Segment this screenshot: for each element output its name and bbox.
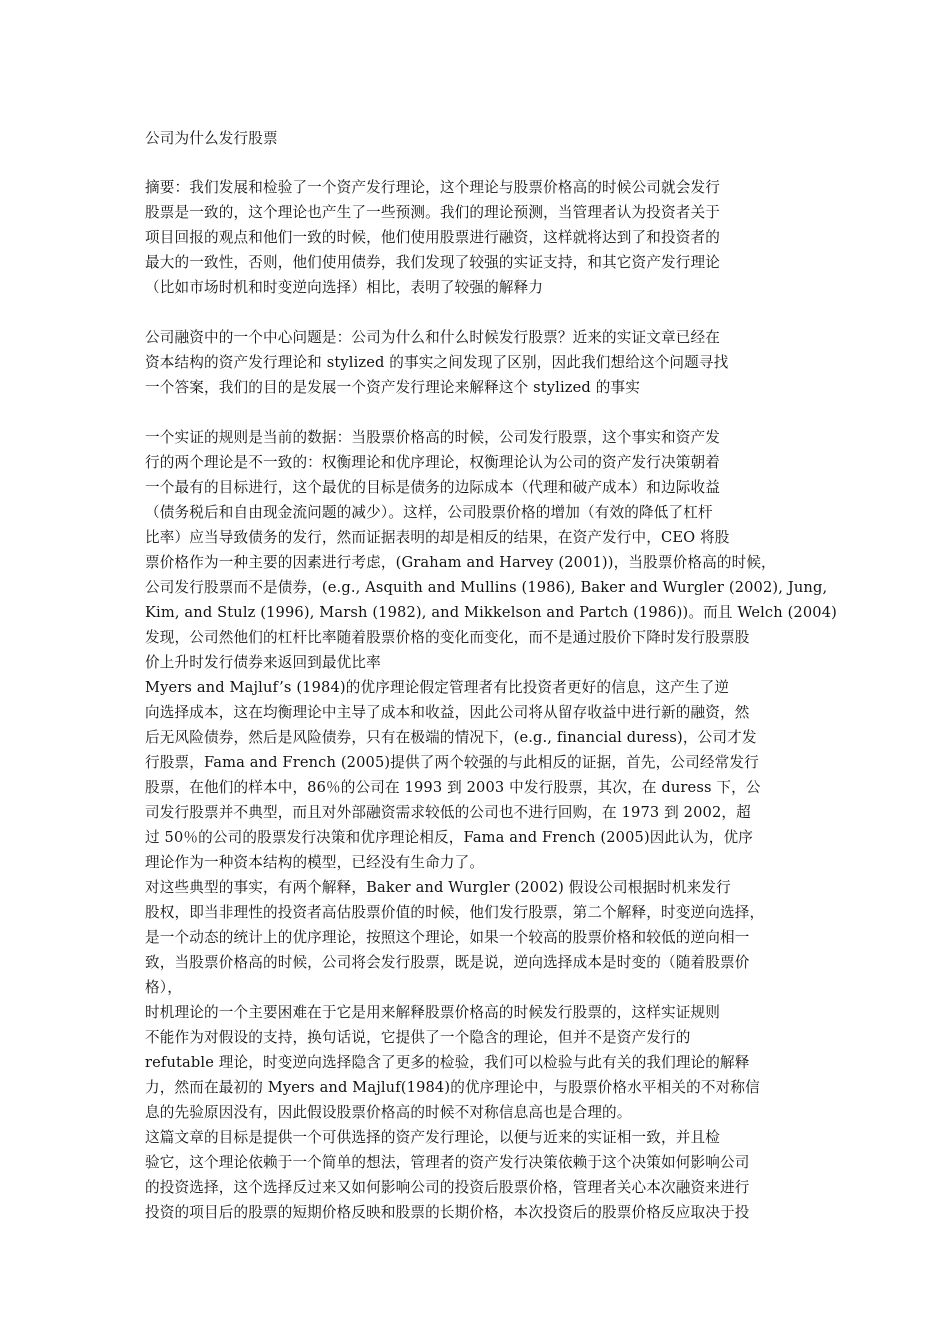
text-line: 股权，即当非理性的投资者高估股票价值的时候，他们发行股票，第二个解释，时变逆向选择，	[145, 904, 765, 921]
text-line: 一个答案，我们的目的是发展一个资产发行理论来解释这个 stylized 的事实	[145, 379, 640, 396]
text-line: 致，当股票价格高的时候，公司将会发行股票，既是说，逆向选择成本是时变的（随着股票价	[145, 954, 750, 971]
text-line: 理论作为一种资本结构的模型，已经没有生命力了。	[145, 854, 485, 871]
text-line: 投资的项目后的股票的短期价格反映和股票的长期价格，本次投资后的股票价格反应取决于投	[145, 1204, 750, 1221]
text-line: 公司融资中的一个中心问题是：公司为什么和什么时候发行股票？近来的实证文章已经在	[145, 329, 721, 346]
text-line: Kim, and Stulz (1996), Marsh (1982), and Mikkelson and Partch (1986))。而且 Welch (2004)	[145, 604, 838, 621]
text-line: 力，然而在最初的 Myers and Majluf(1984)的优序理论中，与股票价格水平相关的不对称信	[145, 1079, 760, 1096]
text-line: 票价格作为一种主要的因素进行考虑，(Graham and Harvey (2001))，当股票价格高的时候，	[145, 554, 776, 571]
text-line: 这篇文章的目标是提供一个可供选择的资产发行理论，以便与近来的实证相一致，并且检	[145, 1129, 721, 1146]
text-line: 是一个动态的统计上的优序理论，按照这个理论，如果一个较高的股票价格和较低的逆向相一	[145, 929, 750, 946]
text-line: 比率）应当导致债务的发行，然而证据表明的却是相反的结果，在资产发行中，CEO 将股	[145, 529, 730, 546]
text-line: 验它，这个理论依赖于一个简单的想法，管理者的资产发行决策依赖于这个决策如何影响公司	[145, 1154, 750, 1171]
text-line: 摘要：我们发展和检验了一个资产发行理论，这个理论与股票价格高的时候公司就会发行	[145, 179, 721, 196]
text-line: 股票是一致的，这个理论也产生了一些预测。我们的理论预测，当管理者认为投资者关于	[145, 204, 721, 221]
text-line: 后无风险债券，然后是风险债券，只有在极端的情况下，(e.g., financial duress)，公司才发	[145, 729, 757, 746]
text-line: 发现，公司然他们的杠杆比率随着股票价格的变化而变化，而不是通过股价下降时发行股票股	[145, 629, 750, 646]
text-line: 公司发行股票而不是债券，(e.g., Asquith and Mullins (1986), Baker and Wurgler (2002), Jung,	[145, 579, 828, 596]
text-line: 时机理论的一个主要困难在于它是用来解释股票价格高的时候发行股票的，这样实证规则	[145, 1004, 721, 1021]
text-line: （比如市场时机和时变逆向选择）相比，表明了较强的解释力	[145, 279, 544, 296]
text-line: 股票，在他们的样本中，86％的公司在 1993 到 2003 中发行股票，其次，在 duress 下，公	[145, 779, 761, 796]
text-line: 一个实证的规则是当前的数据：当股票价格高的时候，公司发行股票，这个事实和资产发	[145, 429, 721, 446]
text-line: Myers and Majluf’s (1984)的优序理论假定管理者有比投资者更好的信息，这产生了逆	[145, 679, 730, 696]
text-line: 的投资选择，这个选择反过来又如何影响公司的投资后股票价格，管理者关心本次融资来进行	[145, 1179, 750, 1196]
text-line: refutable 理论，时变逆向选择隐含了更多的检验，我们可以检验与此有关的我们理论的解释	[145, 1054, 750, 1071]
text-line: 价上升时发行债券来返回到最优比率	[145, 654, 381, 671]
text-line: 过 50％的公司的股票发行决策和优序理论相反，Fama and French (2005)因此认为，优序	[145, 829, 754, 846]
text-line: 行的两个理论是不一致的：权衡理论和优序理论，权衡理论认为公司的资产发行决策朝着	[145, 454, 721, 471]
text-line: 不能作为对假设的支持，换句话说，它提供了一个隐含的理论，但并不是资产发行的	[145, 1029, 691, 1046]
text-line: 向选择成本，这在均衡理论中主导了成本和收益，因此公司将从留存收益中进行新的融资，然	[145, 704, 750, 721]
text-line: 项目回报的观点和他们一致的时候，他们使用股票进行融资，这样就将达到了和投资者的	[145, 229, 721, 246]
text-line: 息的先验原因没有，因此假设股票价格高的时候不对称信息高也是合理的。	[145, 1104, 632, 1121]
text-line: 资本结构的资产发行理论和 stylized 的事实之间发现了区别，因此我们想给这个问题寻找	[145, 354, 729, 371]
text-line: 行股票，Fama and French (2005)提供了两个较强的与此相反的证据，首先，公司经常发行	[145, 754, 759, 771]
text-line: 一个最有的目标进行，这个最优的目标是债务的边际成本（代理和破产成本）和边际收益	[145, 479, 721, 496]
text-line: 最大的一致性，否则，他们使用债券，我们发现了较强的实证支持，和其它资产发行理论	[145, 254, 721, 271]
page-title: 公司为什么发行股票	[145, 130, 278, 147]
text-line: 对这些典型的事实，有两个解释，Baker and Wurgler (2002) 假设公司根据时机来发行	[145, 879, 731, 896]
text-line: 司发行股票并不典型，而且对外部融资需求较低的公司也不进行回购，在 1973 到 2002，超	[145, 804, 751, 821]
text-line: 格），	[145, 979, 182, 996]
text-line: （债务税后和自由现金流问题的减少）。这样，公司股票价格的增加（有效的降低了杠杆	[145, 504, 713, 521]
